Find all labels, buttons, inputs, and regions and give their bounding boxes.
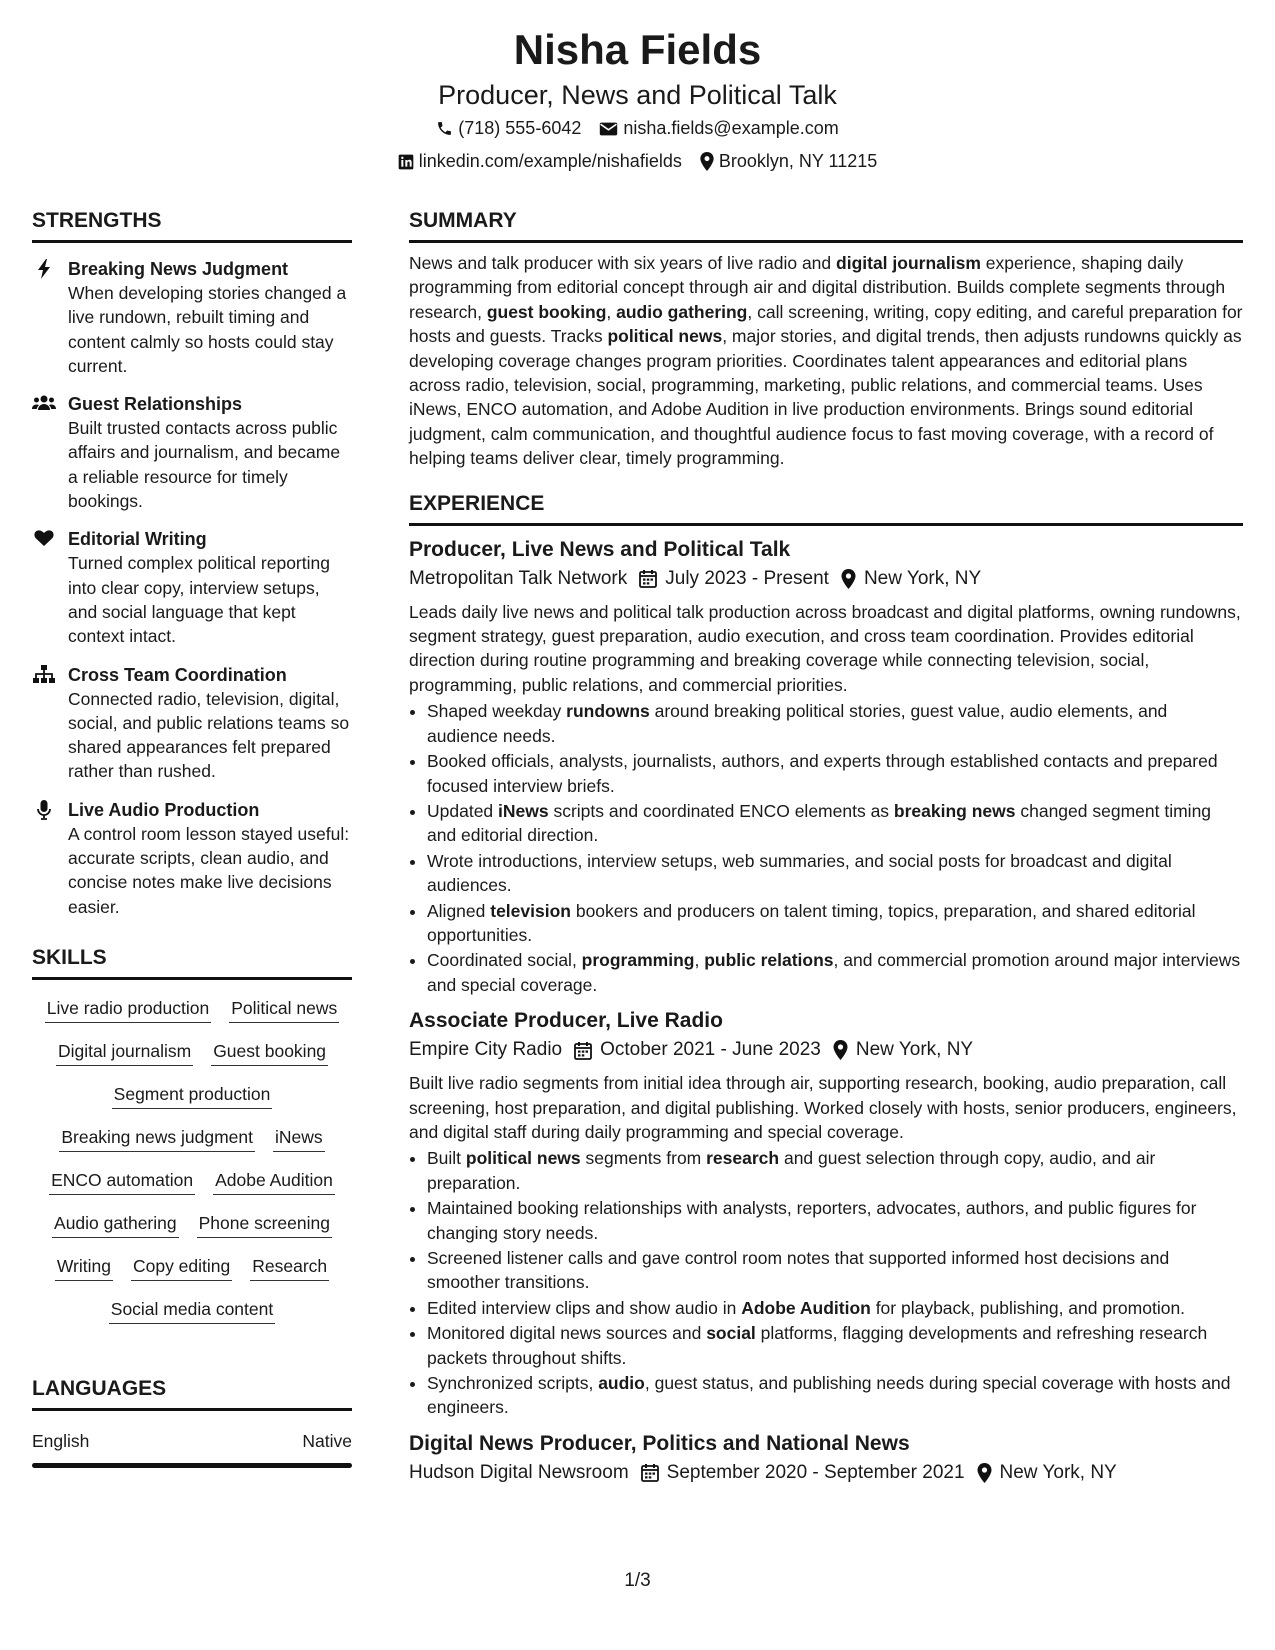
strengths-heading: STRENGTHS <box>32 208 352 243</box>
strength-title: Cross Team Coordination <box>68 664 287 685</box>
job-title: Producer, Live News and Political Talk <box>409 537 791 561</box>
strength-item <box>32 663 352 784</box>
job-title: Associate Producer, Live Radio <box>409 1009 723 1033</box>
summary-heading: SUMMARY <box>409 208 1243 243</box>
job-title: Digital News Producer, Politics and National News <box>409 1431 910 1455</box>
strength-item <box>32 392 352 513</box>
calendar-icon <box>641 1463 659 1482</box>
strength-title: Live Audio Production <box>68 799 260 820</box>
microphone-icon <box>32 798 56 919</box>
contact-row-1 <box>0 112 1275 145</box>
left-column <box>32 208 352 1486</box>
skill-tag: Research <box>250 1252 329 1281</box>
skill-tag: Live radio production <box>45 994 211 1023</box>
phone-text: (718) 555-6042 <box>458 118 582 138</box>
job-dates-wrap <box>639 564 829 594</box>
linkedin-icon <box>398 154 414 170</box>
job-location: New York, NY <box>863 567 982 589</box>
job-location-wrap <box>833 1035 973 1065</box>
strength-body <box>68 527 352 648</box>
experience-section <box>409 491 1243 1488</box>
calendar-icon <box>639 569 657 588</box>
email-contact[interactable] <box>599 112 838 145</box>
strength-title: Editorial Writing <box>68 529 207 550</box>
skill-tag: Social media content <box>109 1295 275 1324</box>
summary-text: News and talk producer with six years of live radio and digital journalism experience, shaping daily programming from editorial concept through air and digital distribution. Builds complete segments through research, guest booking, audio gathering, call screening, writing, copy editing, and careful preparation for hosts and guests. Tracks political news, major stories, and digital trends, then adjusts rundowns quickly as developing coverage changes program priorities. Coordinates talent appearances and editorial plans across radio, television, social, programming, marketing, public relations, and commercial teams. Uses iNews, ENCO automation, and Adobe Audition in live production environments. Brings sound editorial judgment, calm communication, and thoughtful audience focus to fast moving coverage, with a record of helping teams deliver clear, timely programming. <box>409 253 1243 469</box>
job-description: Leads daily live news and political talk production across broadcast and digital platforms, owning rundowns, segment strategy, guest preparation, audio execution, and cross team coordination. Provides editorial direction during routine programming and breaking coverage while connecting television, social, programming, public relations, and commercial priorities. <box>409 601 1241 695</box>
job-meta <box>409 1458 1243 1488</box>
strength-body <box>68 798 352 919</box>
skill-tag: Writing <box>55 1252 113 1281</box>
resume-header <box>0 22 1275 178</box>
skill-tag: ENCO automation <box>49 1166 195 1195</box>
location-text: Brooklyn, NY 11215 <box>718 151 878 171</box>
users-icon <box>32 392 56 513</box>
strength-desc: Connected radio, television, digital, social, and public relations teams so shared appearances felt prepared rather than rushed. <box>68 688 350 782</box>
phone-icon <box>436 120 453 137</box>
language-item <box>32 1427 352 1468</box>
job-description: Built live radio segments from initial idea through air, supporting research, booking, audio preparation, call screening, host preparation, and digital publishing. Worked closely with hosts, senior producers, engineers, and digital staff during daily programming and special coverage. <box>409 1073 1237 1142</box>
map-pin-icon <box>833 1040 848 1060</box>
strength-title: Guest Relationships <box>68 394 243 415</box>
language-level: Native <box>302 1430 352 1451</box>
languages-section <box>32 1376 352 1468</box>
calendar-icon <box>574 1041 592 1060</box>
envelope-icon <box>599 121 618 137</box>
strength-body <box>68 663 352 784</box>
location-contact <box>700 145 877 178</box>
job-bullet: • Maintained booking relationships with analysts, reporters, advocates, authors, and public figures for changing story needs. <box>427 1196 1243 1245</box>
strength-item <box>32 527 352 648</box>
job-bullet: • Booked officials, analysts, journalists, authors, and experts through established contacts and prepared focused interview briefs. <box>427 749 1243 798</box>
job-company: Empire City Radio <box>409 1039 563 1061</box>
job-bullet: • Updated iNews scripts and coordinated ENCO elements as breaking news changed segment timing and editorial direction. <box>427 799 1243 848</box>
job-bullet: • Edited interview clips and show audio in Adobe Audition for playback, publishing, and promotion. <box>427 1296 1243 1320</box>
skill-tag: Adobe Audition <box>213 1166 335 1195</box>
job-entry <box>409 536 1243 998</box>
languages-heading: LANGUAGES <box>32 1376 352 1411</box>
contact-row-2 <box>0 145 1275 178</box>
strength-item <box>32 257 352 378</box>
strength-title: Breaking News Judgment <box>68 259 289 279</box>
job-dates-wrap <box>641 1458 965 1488</box>
language-proficiency-bar <box>32 1463 352 1468</box>
strength-desc: A control room lesson stayed useful: accurate scripts, clean audio, and concise notes make live decisions easier. <box>68 823 350 917</box>
candidate-name: Nisha Fields <box>513 26 762 73</box>
job-bullet: • Wrote introductions, interview setups, web summaries, and social posts for broadcast and digital audiences. <box>427 849 1243 898</box>
strength-body <box>68 392 352 513</box>
job-bullet: • Monitored digital news sources and social platforms, flagging developments and refreshing research packets throughout shifts. <box>427 1321 1243 1370</box>
job-company: Metropolitan Talk Network <box>409 567 628 589</box>
job-entry <box>409 1430 1243 1488</box>
strengths-section <box>32 208 352 919</box>
job-bullet: • Aligned television bookers and producers on talent timing, topics, preparation, and shared editorial opportunities. <box>427 899 1243 948</box>
job-bullet: • Screened listener calls and gave control room notes that supported informed host decisions and smoother transitions. <box>427 1246 1243 1295</box>
language-name: English <box>32 1430 90 1451</box>
map-pin-icon <box>700 152 714 171</box>
job-bullet: • Built political news segments from research and guest selection through copy, audio, and air preparation. <box>427 1146 1243 1195</box>
map-pin-icon <box>841 569 856 589</box>
strength-desc: Built trusted contacts across public affairs and journalism, and became a reliable resource for timely bookings. <box>68 418 341 512</box>
job-dates: October 2021 - June 2023 <box>600 1039 821 1061</box>
candidate-title: Producer, News and Political Talk <box>438 80 837 110</box>
summary-section <box>409 208 1243 471</box>
skill-tag: iNews <box>273 1123 325 1152</box>
languages-list <box>32 1427 352 1468</box>
skills-heading: SKILLS <box>32 945 352 980</box>
skill-tag: Phone screening <box>197 1209 332 1238</box>
skill-tag: Digital journalism <box>56 1037 193 1066</box>
strength-body <box>68 257 352 378</box>
email-text: nisha.fields@example.com <box>623 118 839 138</box>
job-bullet: • Coordinated social, programming, public relations, and commercial promotion around major interviews and special coverage. <box>427 948 1243 997</box>
page-number: 1/3 <box>624 1570 651 1591</box>
job-meta <box>409 564 1243 594</box>
skill-tag: Political news <box>229 994 339 1023</box>
job-bullets <box>409 699 1243 997</box>
skill-tag: Audio gathering <box>52 1209 179 1238</box>
job-bullet: • Synchronized scripts, audio, guest status, and publishing needs during special coverage with hosts and engineers. <box>427 1371 1243 1420</box>
job-location: New York, NY <box>999 1461 1117 1483</box>
language-row <box>32 1427 352 1455</box>
bolt-icon <box>32 257 56 378</box>
skill-tag: Segment production <box>112 1080 273 1109</box>
phone-contact[interactable] <box>436 112 581 145</box>
linkedin-text: linkedin.com/example/nishafields <box>418 151 682 171</box>
strength-desc: Turned complex political reporting into clear copy, interview setups, and social language that kept context intact. <box>68 553 330 647</box>
strengths-list <box>32 257 352 919</box>
job-entry <box>409 1007 1243 1420</box>
job-company: Hudson Digital Newsroom <box>409 1461 629 1483</box>
job-location: New York, NY <box>855 1039 974 1061</box>
job-dates: July 2023 - Present <box>665 567 829 589</box>
strength-desc: When developing stories changed a live rundown, rebuilt timing and content calmly so hosts could stay current. <box>68 283 347 376</box>
skills-section <box>32 945 352 1324</box>
heart-icon <box>32 527 56 648</box>
job-bullets <box>409 1146 1243 1419</box>
strength-item <box>32 798 352 919</box>
skills-list <box>32 994 352 1324</box>
sitemap-icon <box>32 663 56 784</box>
job-dates: September 2020 - September 2021 <box>666 1461 965 1483</box>
linkedin-contact[interactable] <box>398 145 682 178</box>
skill-tag: Breaking news judgment <box>59 1123 255 1152</box>
job-location-wrap <box>977 1458 1117 1488</box>
experience-heading: EXPERIENCE <box>409 491 1243 526</box>
language-proficiency-track <box>32 1463 352 1468</box>
job-meta <box>409 1035 1243 1065</box>
map-pin-icon <box>977 1463 992 1483</box>
right-column <box>409 208 1243 1506</box>
job-bullet: • Shaped weekday rundowns around breaking political stories, guest value, audio elements, and audience needs. <box>427 699 1243 748</box>
skill-tag: Copy editing <box>131 1252 232 1281</box>
skill-tag: Guest booking <box>211 1037 328 1066</box>
job-location-wrap <box>841 564 981 594</box>
job-dates-wrap <box>574 1035 821 1065</box>
jobs-list <box>409 536 1243 1488</box>
